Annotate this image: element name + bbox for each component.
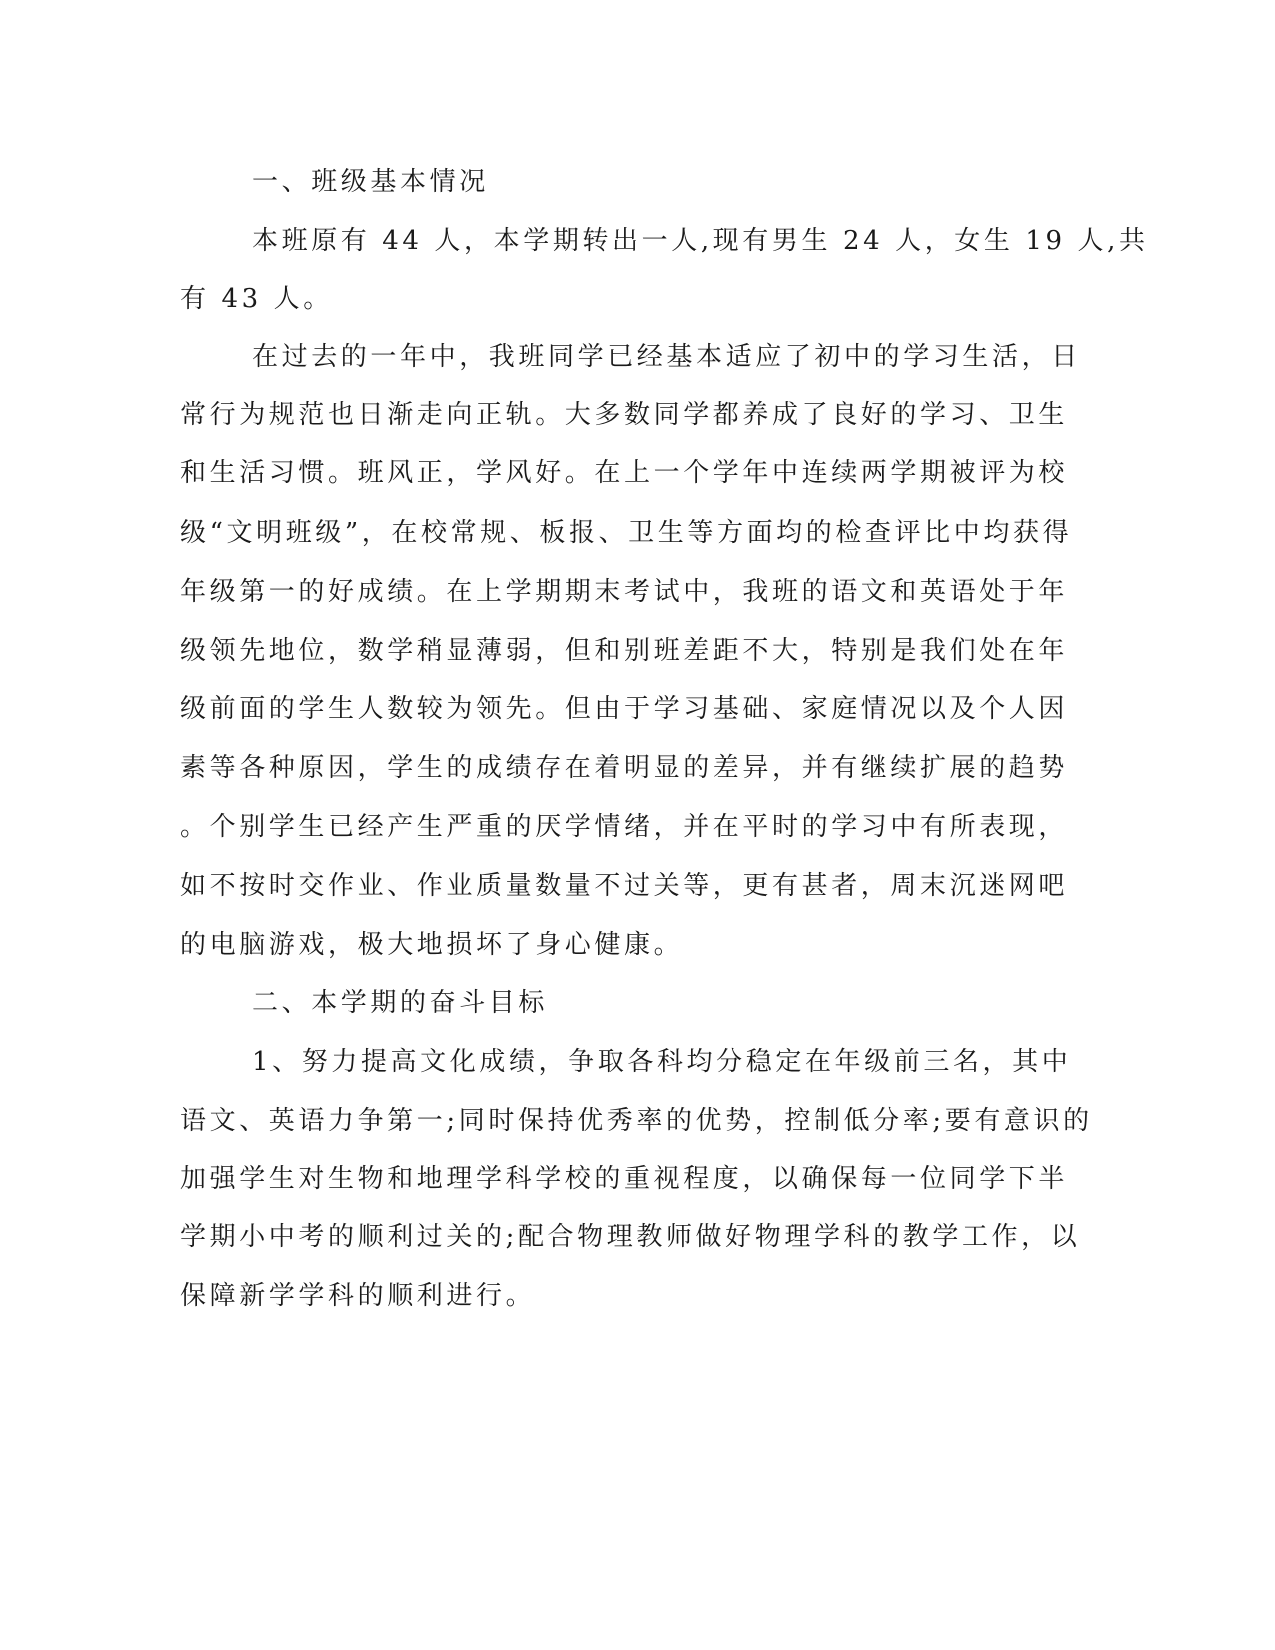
paragraph-line: 加强学生对生物和地理学科学校的重视程度，以确保每一位同学下半 xyxy=(180,1164,1069,1194)
paragraph-line: 学期小中考的顺利过关的;配合物理教师做好物理学科的教学工作，以 xyxy=(180,1222,1081,1252)
paragraph-line: 级前面的学生人数较为领先。但由于学习基础、家庭情况以及个人因 xyxy=(180,694,1069,724)
paragraph-line: 常行为规范也日渐走向正轨。大多数同学都养成了良好的学习、卫生 xyxy=(180,400,1069,430)
paragraph-line: 1、努力提高文化成绩，争取各科均分稳定在年级前三名，其中 xyxy=(252,1047,1072,1077)
paragraph-line: 在过去的一年中，我班同学已经基本适应了初中的学习生活，日 xyxy=(252,342,1081,372)
paragraph-line: 级领先地位，数学稍显薄弱，但和别班差距不大，特别是我们处在年 xyxy=(180,636,1069,666)
paragraph-line: 素等各种原因，学生的成绩存在着明显的差异，并有继续扩展的趋势 xyxy=(180,753,1069,783)
paragraph-line: 保障新学学科的顺利进行。 xyxy=(180,1281,536,1311)
paragraph-line: 如不按时交作业、作业质量数量不过关等，更有甚者，周末沉迷网吧 xyxy=(180,871,1069,901)
paragraph-line: 语文、英语力争第一;同时保持优秀率的优势，控制低分率;要有意识的 xyxy=(180,1106,1093,1136)
paragraph-line: 和生活习惯。班风正，学风好。在上一个学年中连续两学期被评为校 xyxy=(180,458,1069,488)
paragraph-line: 本班原有 44 人，本学期转出一人,现有男生 24 人，女生 19 人,共 xyxy=(252,226,1149,256)
paragraph-line: 的电脑游戏，极大地损坏了身心健康。 xyxy=(180,930,684,960)
paragraph-line: 。个别学生已经产生严重的厌学情绪，并在平时的学习中有所表现， xyxy=(180,812,1069,842)
section-heading-2: 二、本学期的奋斗目标 xyxy=(252,988,549,1018)
paragraph-line: 有 43 人。 xyxy=(180,284,333,314)
paragraph-line: 级“文明班级”，在校常规、板报、卫生等方面均的检查评比中均获得 xyxy=(180,518,1073,548)
paragraph-line: 年级第一的好成绩。在上学期期末考试中，我班的语文和英语处于年 xyxy=(180,577,1069,607)
section-heading-1: 一、班级基本情况 xyxy=(252,167,489,197)
